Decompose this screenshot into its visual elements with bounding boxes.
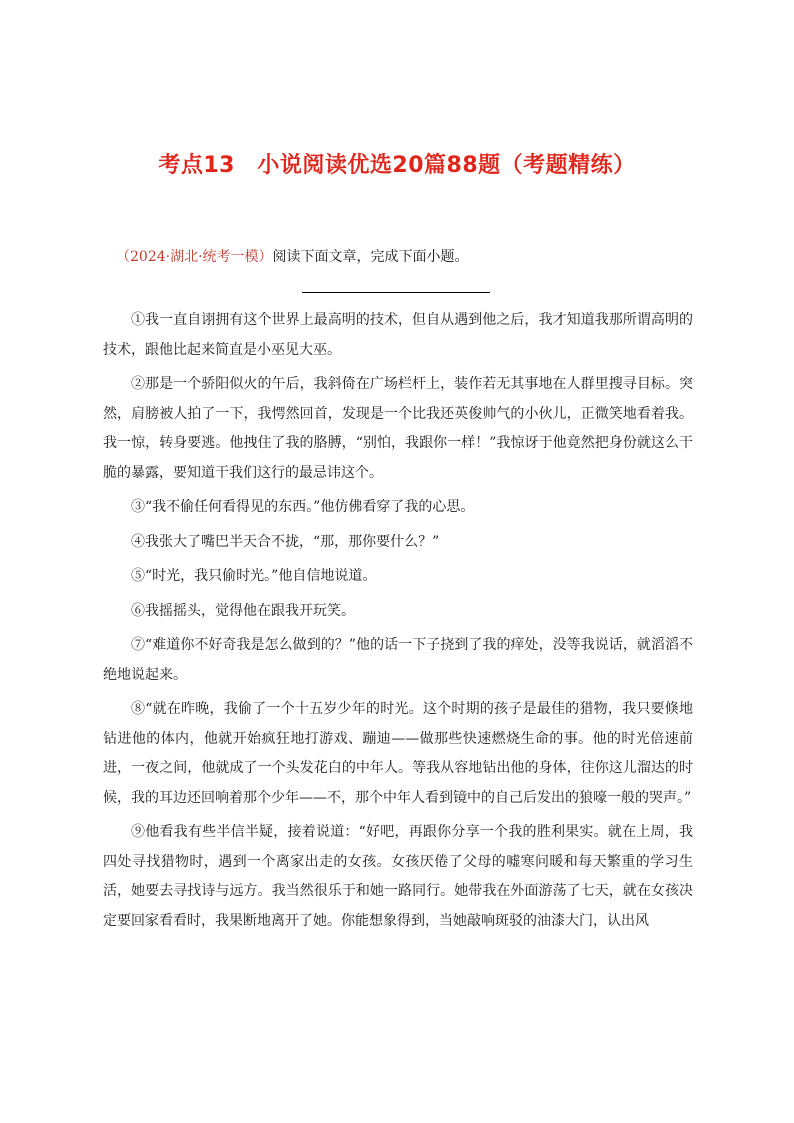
paragraph-7: ⑦“难道你不好奇我是怎么做到的？”他的话一下子挠到了我的痒处，没等我说话，就滔滔不绝地说起来。 [103,637,693,683]
paragraph-4: ④我张大了嘴巴半天合不拢，“那，那你要什么？” [131,533,440,550]
paragraph-6: ⑥我摇摇头，觉得他在跟我开玩笑。 [131,602,355,619]
question-source-line [116,246,469,266]
paragraph-2: ②那是一个骄阳似火的午后，我斜倚在广场栏杆上，装作若无其事地在人群里搜寻目标。突然，肩膀被人拍了一下，我愕然回首，发现是一个比我还英俊帅气的小伙儿，正微笑地看着我。我一惊，转身要逃。他拽住了我的胳膊，“别怕，我跟你一样！”我惊讶于他竟然把身份就这么干脆的暴露，要知道干我们这行的最忌讳这个。 [103,376,693,481]
instruction-text: 阅读下面文章，完成下面小题。 [272,249,469,265]
paragraph-9: ⑨他看我有些半信半疑，接着说道：“好吧，再跟你分享一个我的胜利果实。就在上周，我四处寻找猎物时，遇到一个离家出走的女孩。女孩厌倦了父母的嘘寒问暖和每天繁重的学习生活，她要去寻找诗与远方。我当然很乐于和她一路同行。她带我在外面游荡了七天，就在女孩决定要回家看看时，我果断地离开了她。你能想象得到，当她敲响斑驳的油漆大门，认出风 [103,824,693,929]
paragraph-8: ⑧“就在昨晚，我偷了一个十五岁少年的时光。这个时期的孩子是最佳的猎物，我只要倏地钻进他的体内，他就开始疯狂地打游戏、蹦迪——做那些快速燃烧生命的事。他的时光倍速前进，一夜之间，他就成了一个头发花白的中年人。等我从容地钻出他的身体，往你这儿溜达的时候，我的耳边还回响着那个少年——不，那个中年人看到镜中的自己后发出的狼嚎一般的哭声。” [103,701,693,806]
page-title: 考点13 小说阅读优选20篇88题（考题精练） [158,153,636,178]
paragraph-3: ③“我不偷任何看得见的东西。”他仿佛看穿了我的心思。 [131,499,475,515]
paragraph-5: ⑤“时光，我只偷时光。”他自信地说道。 [131,568,377,584]
divider-line [302,292,490,293]
article-body [103,306,693,941]
exam-source-tag: （2024·湖北·统考一模） [116,249,273,265]
paragraph-1: ①我一直自诩拥有这个世界上最高明的技术，但自从遇到他之后，我才知道我那所谓高明的技术，跟他比起来简直是小巫见大巫。 [103,312,693,358]
